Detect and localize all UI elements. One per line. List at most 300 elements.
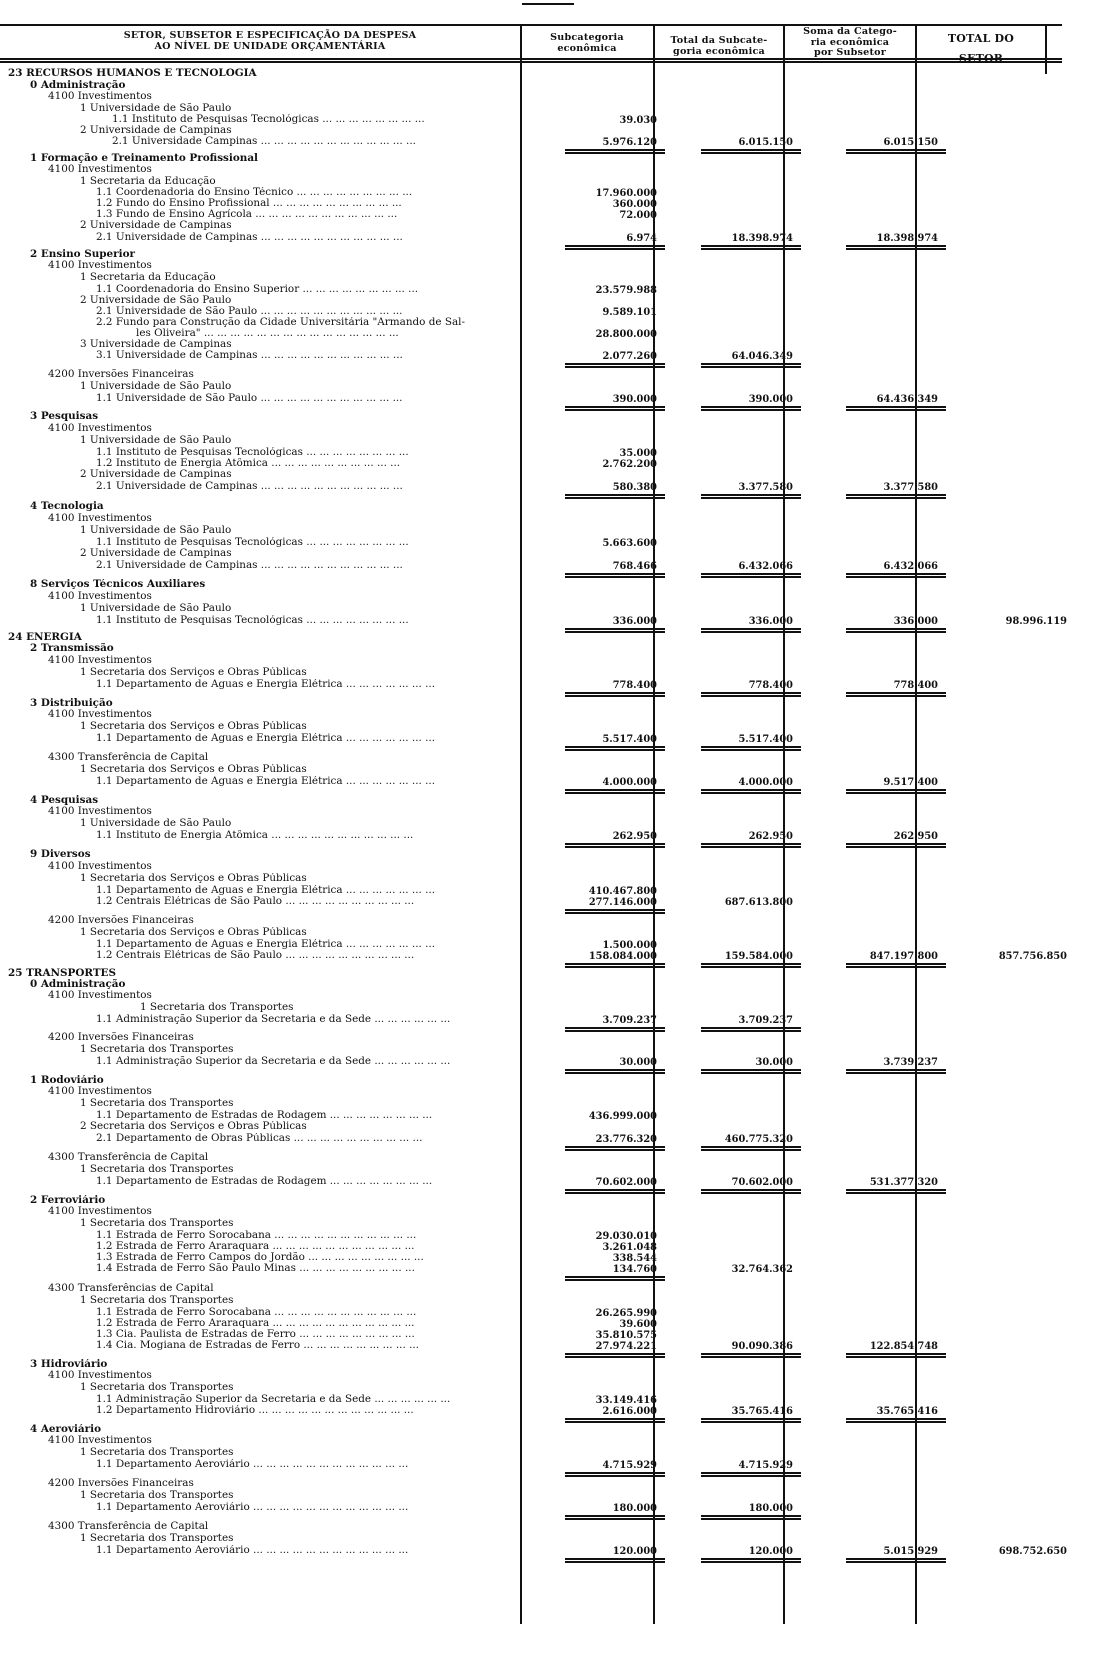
- table-row: [0, 861, 1100, 872]
- subtotal-rule: [701, 1515, 801, 1517]
- subtotal-rule: [701, 1027, 801, 1029]
- table-row: [0, 525, 1100, 536]
- subtotal-rule: [565, 366, 665, 368]
- row-description: 1 Secretaria dos Transportes: [80, 1044, 234, 1055]
- table-row: [0, 381, 1100, 392]
- table-row: [0, 198, 1100, 209]
- table-row: [0, 114, 1100, 125]
- row-description: 1.3 Estrada de Ferro Campos do Jordão ... ... ... ... ... ... ... ... ...: [96, 1252, 424, 1263]
- subtotal-rule: [565, 576, 665, 578]
- subtotal-rule: [701, 149, 801, 151]
- total-subcategoria-value: 3.709.237: [738, 1015, 793, 1026]
- subtotal-rule: [565, 1276, 665, 1278]
- subtotal-rule: [701, 1192, 801, 1194]
- table-row: [0, 1110, 1100, 1121]
- table-row: [0, 103, 1100, 114]
- row-description: 4100 Investimentos: [48, 260, 152, 271]
- table-row: [0, 284, 1100, 295]
- subcategoria-value: 6.974: [626, 233, 657, 244]
- subtotal-rule: [701, 749, 801, 751]
- row-description: 1.1 Departamento de Estradas de Rodagem ... ... ... ... ... ... ... ...: [96, 1110, 433, 1121]
- row-description: 1 Secretaria dos Serviços e Obras Públicas: [80, 873, 307, 884]
- soma-subsetor-value: 531.377.320: [869, 1177, 938, 1188]
- row-description: 4200 Inversões Financeiras: [48, 369, 194, 380]
- table-row: [0, 764, 1100, 775]
- row-description: 1.1 Estrada de Ferro Sorocabana ... ... ... ... ... ... ... ... ... ... ...: [96, 1230, 417, 1241]
- table-row: [0, 979, 1100, 990]
- header-total-setor: [917, 29, 1045, 69]
- header-total-subcategoria: [655, 36, 783, 57]
- subtotal-rule: [846, 1192, 946, 1194]
- table-row: [0, 776, 1100, 787]
- table-row: [0, 548, 1100, 559]
- soma-subsetor-value: 778.400: [893, 680, 938, 691]
- subtotal-rule: [701, 573, 801, 575]
- row-description: 2.1 Universidade de São Paulo ... ... ... ... ... ... ... ... ... ... ...: [96, 306, 403, 317]
- row-description: 4 Pesquisas: [30, 795, 99, 806]
- table-row: [0, 1502, 1100, 1513]
- row-description: 1 Secretaria dos Serviços e Obras Públicas: [80, 927, 307, 938]
- row-description: 1 Universidade de São Paulo: [80, 818, 232, 829]
- subtotal-rule: [701, 576, 801, 578]
- table-row: [0, 1218, 1100, 1229]
- table-row: [0, 1283, 1100, 1294]
- soma-subsetor-value: 336.000: [893, 616, 938, 627]
- table-row: [0, 249, 1100, 260]
- row-description: 1.2 Instituto de Energia Atômica ... ... ... ... ... ... ... ... ... ...: [96, 458, 401, 469]
- table-row: [0, 873, 1100, 884]
- row-description: 1.2 Estrada de Ferro Araraquara ... ... ... ... ... ... ... ... ... ... ...: [96, 1241, 415, 1252]
- table-row: [0, 369, 1100, 380]
- total-subcategoria-value: 18.398.974: [731, 233, 793, 244]
- table-row: [0, 950, 1100, 961]
- subtotal-rule: [701, 1421, 801, 1423]
- subcategoria-value: 2.762.200: [602, 459, 657, 470]
- subcategoria-value: 5.663.600: [602, 538, 657, 549]
- subtotal-rule: [565, 695, 665, 697]
- row-description: 1.1 Departamento de Águas e Energia Elétrica ... ... ... ... ... ... ...: [96, 939, 436, 950]
- table-row: [0, 990, 1100, 1001]
- table-row: [0, 968, 1100, 979]
- header-soma-line2: ria econômica: [810, 36, 890, 48]
- subtotal-rule: [565, 909, 665, 911]
- soma-subsetor-value: 3.377.580: [883, 482, 938, 493]
- row-description: 2 Universidade de Campinas: [80, 469, 232, 480]
- subtotal-rule: [701, 846, 801, 848]
- row-description: 2.1 Universidade de Campinas ... ... ... ... ... ... ... ... ... ... ...: [96, 481, 403, 492]
- subtotal-rule: [701, 1418, 801, 1420]
- table-row: [0, 679, 1100, 690]
- subtotal-rule: [846, 245, 946, 247]
- row-description: 2 Secretaria dos Serviços e Obras Públicas: [80, 1121, 307, 1132]
- subtotal-rule: [846, 792, 946, 794]
- table-row: [0, 1405, 1100, 1416]
- row-description: 2.1 Universidade de Campinas ... ... ... ... ... ... ... ... ... ... ...: [96, 232, 403, 243]
- table-row: [0, 125, 1100, 136]
- table-row: [0, 1121, 1100, 1132]
- subtotal-rule: [701, 406, 801, 408]
- row-description: 4200 Inversões Financeiras: [48, 915, 194, 926]
- table-row: [0, 1252, 1100, 1263]
- subtotal-rule: [565, 1515, 665, 1517]
- table-row: [0, 1002, 1100, 1013]
- subtotal-rule: [565, 912, 665, 914]
- table-row: [0, 153, 1100, 164]
- table-row: [0, 915, 1100, 926]
- total-setor-value: 98.996.119: [1005, 616, 1067, 627]
- subcategoria-value: 338.544: [612, 1253, 657, 1264]
- subtotal-rule: [565, 792, 665, 794]
- row-description: 1 Secretaria dos Transportes: [80, 1533, 234, 1544]
- row-description: 1.1 Departamento de Águas e Energia Elétrica ... ... ... ... ... ... ...: [96, 885, 436, 896]
- subtotal-rule: [565, 573, 665, 575]
- table-row: [0, 643, 1100, 654]
- row-description: 1.1 Administração Superior da Secretaria e da Sede ... ... ... ... ... ...: [96, 1394, 451, 1405]
- header-bottom-rule-2: [0, 61, 1062, 63]
- row-description: 1 Universidade de São Paulo: [80, 381, 232, 392]
- table-row: [0, 220, 1100, 231]
- subtotal-rule: [701, 1149, 801, 1151]
- row-description: 4100 Investimentos: [48, 1370, 152, 1381]
- subtotal-rule: [565, 1421, 665, 1423]
- table-row: [0, 272, 1100, 283]
- table-row: [0, 1098, 1100, 1109]
- subtotal-rule: [701, 1518, 801, 1520]
- subtotal-rule: [701, 1356, 801, 1358]
- row-description: 1.4 Cia. Mogiana de Estradas de Ferro ... ... ... ... ... ... ... ... ...: [96, 1340, 419, 1351]
- row-description: 4200 Inversões Financeiras: [48, 1478, 194, 1489]
- row-description: 2 Universidade de Campinas: [80, 125, 232, 136]
- subtotal-rule: [565, 497, 665, 499]
- table-row: [0, 939, 1100, 950]
- row-description: 1.2 Departamento Hidroviário ... ... ... ... ... ... ... ... ... ... ... ...: [96, 1405, 414, 1416]
- table-row: [0, 447, 1100, 458]
- row-description: 1.1 Instituto de Pesquisas Tecnológicas ... ... ... ... ... ... ... ...: [96, 615, 409, 626]
- subtotal-rule: [846, 1558, 946, 1560]
- row-description: 2 Ensino Superior: [30, 249, 135, 260]
- total-subcategoria-value: 336.000: [748, 616, 793, 627]
- table-row: [0, 339, 1100, 350]
- subcategoria-value: 390.000: [612, 394, 657, 405]
- table-row: [0, 1447, 1100, 1458]
- row-description: 2 Transmissão: [30, 643, 114, 654]
- subtotal-rule: [846, 497, 946, 499]
- table-row: [0, 1394, 1100, 1405]
- subtotal-rule: [701, 843, 801, 845]
- header-sub-line1: Subcategoria: [550, 32, 624, 43]
- subtotal-rule: [846, 692, 946, 694]
- table-row: [0, 458, 1100, 469]
- table-row: [0, 513, 1100, 524]
- table-row: [0, 411, 1100, 422]
- row-description: 4 Aeroviário: [30, 1424, 101, 1435]
- header-total-sub-line2: goria econômica: [673, 45, 765, 57]
- row-description: 4100 Investimentos: [48, 91, 152, 102]
- subcategoria-value: 2.616.000: [602, 1406, 657, 1417]
- row-description: 4300 Transferência de Capital: [48, 1521, 209, 1532]
- subtotal-rule: [565, 1072, 665, 1074]
- soma-subsetor-value: 6.015.150: [883, 137, 938, 148]
- soma-subsetor-value: 262.950: [893, 831, 938, 842]
- table-row: [0, 1370, 1100, 1381]
- subcategoria-value: 180.000: [612, 1503, 657, 1514]
- header-subcategoria: [522, 33, 652, 54]
- column-divider: [1045, 24, 1047, 74]
- subcategoria-value: 29.030.010: [595, 1231, 657, 1242]
- subtotal-rule: [565, 1418, 665, 1420]
- header-description-line1: SETOR, SUBSETOR E ESPECIFICAÇÃO DA DESPESA: [123, 30, 417, 41]
- subcategoria-value: 436.999.000: [588, 1111, 657, 1122]
- subtotal-rule: [701, 789, 801, 791]
- subcategoria-value: 39.600: [619, 1319, 657, 1330]
- subtotal-rule: [701, 494, 801, 496]
- table-row: [0, 1424, 1100, 1435]
- subtotal-rule: [846, 576, 946, 578]
- row-description: 4100 Investimentos: [48, 1086, 152, 1097]
- row-description: 1 Universidade de São Paulo: [80, 435, 232, 446]
- subtotal-rule: [846, 789, 946, 791]
- subtotal-rule: [565, 1353, 665, 1355]
- table-row: [0, 1075, 1100, 1086]
- table-row: [0, 818, 1100, 829]
- subtotal-rule: [846, 695, 946, 697]
- table-row: [0, 752, 1100, 763]
- subtotal-rule: [565, 1149, 665, 1151]
- row-description: 2.1 Universidade de Campinas ... ... ... ... ... ... ... ... ... ... ...: [96, 560, 403, 571]
- row-description: 1 Secretaria dos Transportes: [140, 1002, 294, 1013]
- table-row: [0, 1318, 1100, 1329]
- soma-subsetor-value: 9.517.400: [883, 777, 938, 788]
- row-description: 1 Formação e Treinamento Profissional: [30, 153, 259, 164]
- table-row: [0, 1206, 1100, 1217]
- subcategoria-value: 17.960.000: [595, 188, 657, 199]
- table-row: [0, 885, 1100, 896]
- table-row: [0, 68, 1100, 79]
- total-subcategoria-value: 687.613.800: [724, 897, 793, 908]
- total-subcategoria-value: 64.046.349: [731, 351, 793, 362]
- row-description: 4100 Investimentos: [48, 709, 152, 720]
- row-description: 1 Secretaria dos Transportes: [80, 1164, 234, 1175]
- subtotal-rule: [701, 1072, 801, 1074]
- subcategoria-value: 70.602.000: [595, 1177, 657, 1188]
- subcategoria-value: 33.149.416: [595, 1395, 657, 1406]
- soma-subsetor-value: 64.436.349: [876, 394, 938, 405]
- subtotal-rule: [701, 497, 801, 499]
- table-row: [0, 1307, 1100, 1318]
- table-row: [0, 1359, 1100, 1370]
- subcategoria-value: 72.000: [619, 210, 657, 221]
- row-description: 1 Secretaria dos Serviços e Obras Públicas: [80, 667, 307, 678]
- row-description: 1.1 Administração Superior da Secretaria e da Sede ... ... ... ... ... ...: [96, 1056, 451, 1067]
- table-row: [0, 721, 1100, 732]
- subcategoria-value: 768.466: [612, 561, 657, 572]
- soma-subsetor-value: 847.197.800: [869, 951, 938, 962]
- row-description: 1.2 Estrada de Ferro Araraquara ... ... ... ... ... ... ... ... ... ... ...: [96, 1318, 415, 1329]
- total-subcategoria-value: 262.950: [748, 831, 793, 842]
- subtotal-rule: [701, 1472, 801, 1474]
- subtotal-rule: [565, 1472, 665, 1474]
- total-subcategoria-value: 6.432.066: [738, 561, 793, 572]
- table-row: [0, 1032, 1100, 1043]
- subtotal-rule: [846, 1561, 946, 1563]
- table-row: [0, 849, 1100, 860]
- table-row: [0, 655, 1100, 666]
- subtotal-rule: [846, 846, 946, 848]
- total-subcategoria-value: 3.377.580: [738, 482, 793, 493]
- row-description: 24 ENERGIA: [8, 632, 82, 643]
- row-description: 1.1 Departamento Aeroviário ... ... ... ... ... ... ... ... ... ... ... ...: [96, 1502, 409, 1513]
- row-description: 1.1 Instituto de Energia Atômica ... ... ... ... ... ... ... ... ... ... ...: [96, 830, 414, 841]
- row-description: 1 Secretaria dos Serviços e Obras Públicas: [80, 764, 307, 775]
- row-description: 4300 Transferência de Capital: [48, 1152, 209, 1163]
- subcategoria-value: 4.000.000: [602, 777, 657, 788]
- row-description: 4100 Investimentos: [48, 164, 152, 175]
- row-description: 0 Administração: [30, 979, 126, 990]
- table-row: [0, 1195, 1100, 1206]
- subcategoria-value: 28.800.000: [595, 329, 657, 340]
- row-description: 4200 Inversões Financeiras: [48, 1032, 194, 1043]
- subtotal-rule: [701, 1475, 801, 1477]
- table-row: [0, 260, 1100, 271]
- subtotal-rule: [701, 695, 801, 697]
- subtotal-rule: [846, 149, 946, 151]
- table-row: [0, 469, 1100, 480]
- subtotal-rule: [846, 1069, 946, 1071]
- subcategoria-value: 23.776.320: [595, 1134, 657, 1145]
- table-row: [0, 501, 1100, 512]
- subcategoria-value: 277.146.000: [588, 897, 657, 908]
- row-description: 4300 Transferências de Capital: [48, 1283, 214, 1294]
- subtotal-rule: [565, 749, 665, 751]
- subcategoria-value: 134.760: [612, 1264, 657, 1275]
- table-row: [0, 1176, 1100, 1187]
- row-description: 1.2 Fundo do Ensino Profissional ... ... ... ... ... ... ... ... ... ...: [96, 198, 402, 209]
- subtotal-rule: [846, 1189, 946, 1191]
- total-subcategoria-value: 5.517.400: [738, 734, 793, 745]
- table-row: [0, 423, 1100, 434]
- row-description: 4100 Investimentos: [48, 1435, 152, 1446]
- row-description: 3 Universidade de Campinas: [80, 339, 232, 350]
- row-description: 1.2 Centrais Elétricas de São Paulo ... ... ... ... ... ... ... ... ... ...: [96, 950, 415, 961]
- row-description: 1.3 Cia. Paulista de Estradas de Ferro ... ... ... ... ... ... ... ... ...: [96, 1329, 415, 1340]
- subtotal-rule: [565, 628, 665, 630]
- subtotal-rule: [846, 628, 946, 630]
- row-description: 1 Universidade de São Paulo: [80, 603, 232, 614]
- row-description: 2 Universidade de Campinas: [80, 548, 232, 559]
- subtotal-rule: [701, 1558, 801, 1560]
- row-description: 1 Secretaria dos Transportes: [80, 1382, 234, 1393]
- subtotal-rule: [846, 494, 946, 496]
- table-row: [0, 350, 1100, 361]
- subcategoria-value: 360.000: [612, 199, 657, 210]
- table-row: [0, 1295, 1100, 1306]
- table-row: [0, 1164, 1100, 1175]
- row-description: 23 RECURSOS HUMANOS E TECNOLOGIA: [8, 68, 257, 79]
- table-row: [0, 1459, 1100, 1470]
- subtotal-rule: [565, 1189, 665, 1191]
- row-description: 1 Secretaria dos Transportes: [80, 1447, 234, 1458]
- subcategoria-value: 410.467.800: [588, 886, 657, 897]
- row-description: 1.1 Instituto de Pesquisas Tecnológicas ... ... ... ... ... ... ... ...: [96, 537, 409, 548]
- table-row: [0, 1478, 1100, 1489]
- row-description: 1 Secretaria da Educação: [80, 176, 216, 187]
- table-row: [0, 232, 1100, 243]
- table-row: [0, 306, 1100, 317]
- subtotal-rule: [846, 1418, 946, 1420]
- row-description: 3.1 Universidade de Campinas ... ... ... ... ... ... ... ... ... ... ...: [96, 350, 403, 361]
- soma-subsetor-value: 35.765.416: [876, 1406, 938, 1417]
- row-description: 9 Diversos: [30, 849, 91, 860]
- subtotal-rule: [701, 1069, 801, 1071]
- row-description: 1 Secretaria dos Transportes: [80, 1295, 234, 1306]
- total-subcategoria-value: 70.602.000: [731, 1177, 793, 1188]
- row-description: 1 Secretaria da Educação: [80, 272, 216, 283]
- row-description: 1 Universidade de São Paulo: [80, 103, 232, 114]
- table-row: [0, 1263, 1100, 1274]
- row-description: 3 Distribuição: [30, 698, 113, 709]
- subtotal-rule: [846, 843, 946, 845]
- subtotal-rule: [565, 1475, 665, 1477]
- table-row: [0, 80, 1100, 91]
- table-row: [0, 1435, 1100, 1446]
- table-row: [0, 1044, 1100, 1055]
- table-row: [0, 1014, 1100, 1025]
- subtotal-rule: [701, 245, 801, 247]
- table-row: [0, 1521, 1100, 1532]
- subtotal-rule: [565, 1069, 665, 1071]
- total-subcategoria-value: 159.584.000: [724, 951, 793, 962]
- row-description: les Oliveira" ... ... ... ... ... ... ... ... ... ... ... ... ... ... ...: [136, 328, 399, 339]
- table-row: [0, 481, 1100, 492]
- table-row: [0, 709, 1100, 720]
- subcategoria-value: 158.084.000: [588, 951, 657, 962]
- table-row: [0, 1490, 1100, 1501]
- row-description: 1.1 Instituto de Pesquisas Tecnológicas ... ... ... ... ... ... ... ...: [96, 447, 409, 458]
- subtotal-rule: [565, 1279, 665, 1281]
- subtotal-rule: [565, 363, 665, 365]
- table-row: [0, 393, 1100, 404]
- row-description: 1.1 Instituto de Pesquisas Tecnológicas ... ... ... ... ... ... ... ...: [112, 114, 425, 125]
- row-description: 1.2 Centrais Elétricas de São Paulo ... ... ... ... ... ... ... ... ... ...: [96, 896, 415, 907]
- row-description: 2.2 Fundo para Construção da Cidade Universitária "Armando de Sal-: [96, 317, 465, 328]
- subtotal-rule: [565, 406, 665, 408]
- row-description: 2.1 Universidade Campinas ... ... ... ... ... ... ... ... ... ... ... ...: [112, 136, 416, 147]
- subtotal-rule: [701, 1353, 801, 1355]
- subtotal-rule: [846, 406, 946, 408]
- subcategoria-value: 26.265.990: [595, 1308, 657, 1319]
- row-description: 3 Pesquisas: [30, 411, 99, 422]
- row-description: 1.4 Estrada de Ferro São Paulo Minas ... ... ... ... ... ... ... ... ...: [96, 1263, 415, 1274]
- subtotal-rule: [701, 1561, 801, 1563]
- table-row: [0, 209, 1100, 220]
- subtotal-rule: [565, 789, 665, 791]
- subtotal-rule: [846, 1353, 946, 1355]
- table-row: [0, 1056, 1100, 1067]
- subcategoria-value: 3.261.048: [602, 1242, 657, 1253]
- table-row: [0, 927, 1100, 938]
- total-subcategoria-value: 90.090.386: [731, 1341, 793, 1352]
- total-subcategoria-value: 35.765.416: [731, 1406, 793, 1417]
- table-row: [0, 1340, 1100, 1351]
- soma-subsetor-value: 18.398.974: [876, 233, 938, 244]
- row-description: 1.1 Departamento de Águas e Energia Elétrica ... ... ... ... ... ... ...: [96, 776, 436, 787]
- row-description: 2 Ferroviário: [30, 1195, 106, 1206]
- table-row: [0, 632, 1100, 643]
- row-description: 4100 Investimentos: [48, 513, 152, 524]
- subcategoria-value: 120.000: [612, 1546, 657, 1557]
- row-description: 4100 Investimentos: [48, 861, 152, 872]
- subtotal-rule: [701, 692, 801, 694]
